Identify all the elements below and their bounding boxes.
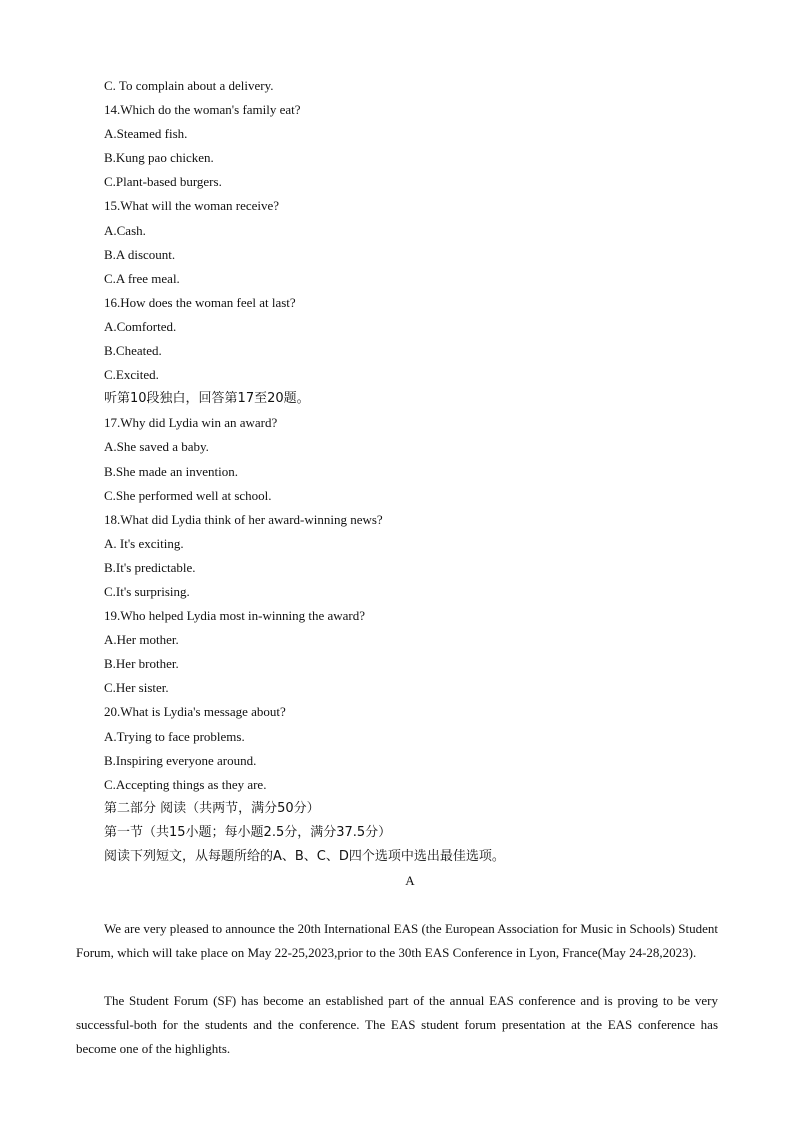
question-18: 18.What did Lydia think of her award-winning news? xyxy=(104,511,383,527)
option-15c: C.A free meal. xyxy=(104,270,180,286)
question-19: 19.Who helped Lydia most in-winning the award? xyxy=(104,608,366,624)
option-14a: A.Steamed fish. xyxy=(104,126,188,142)
question-17: 17.Why did Lydia win an award? xyxy=(104,415,278,431)
option-19c: C.Her sister. xyxy=(104,680,169,696)
question-20: 20.What is Lydia's message about? xyxy=(104,704,286,720)
option-17a: A.She saved a baby. xyxy=(104,439,209,455)
option-18c: C.It's surprising. xyxy=(104,583,190,599)
option-15a: A.Cash. xyxy=(104,222,146,238)
option-14c: C.Plant-based burgers. xyxy=(104,174,222,190)
passage-label: A xyxy=(405,873,415,889)
option-16b: B.Cheated. xyxy=(104,343,162,359)
option-18b: B.It's predictable. xyxy=(104,559,196,575)
option-20b: B.Inspiring everyone around. xyxy=(104,752,257,768)
option-16c: C.Excited. xyxy=(104,367,159,383)
option-20a: A.Trying to face problems. xyxy=(104,728,245,744)
option-14b: B.Kung pao chicken. xyxy=(104,150,214,166)
option-17b: B.She made an invention. xyxy=(104,463,238,479)
question-16: 16.How does the woman feel at last? xyxy=(104,294,296,310)
section-instruction-monologue-10: 听第10段独白，回答第17至20题。 xyxy=(104,391,310,407)
option-17c: C.She performed well at school. xyxy=(104,487,272,503)
option-19a: A.Her mother. xyxy=(104,632,179,648)
option-15b: B.A discount. xyxy=(104,246,176,262)
question-15: 15.What will the woman receive? xyxy=(104,198,280,214)
question-14: 14.Which do the woman's family eat? xyxy=(104,102,301,118)
option-19b: B.Her brother. xyxy=(104,656,179,672)
part-two-heading: 第二部分 阅读（共两节，满分50分） xyxy=(104,800,320,816)
option-13c: C. To complain about a delivery. xyxy=(104,78,274,93)
option-16a: A.Comforted. xyxy=(104,318,177,334)
reading-instruction: 阅读下列短文，从每题所给的A、B、C、D四个选项中选出最佳选项。 xyxy=(104,849,505,864)
option-20c: C.Accepting things as they are. xyxy=(104,776,267,792)
passage-paragraph-1: We are very pleased to announce the 20th International EAS (the European Association for Music in Schools) Student Forum, which will take place on May 22-25,2023,prior to the 30th EAS Conference in Lyon, France(May 24-28,2023). xyxy=(76,921,718,961)
question-list xyxy=(104,74,744,893)
option-18a: A. It's exciting. xyxy=(104,535,184,551)
section-one-heading: 第一节（共15小题；每小题2.5分，满分37.5分） xyxy=(104,824,392,840)
passage-paragraph-2: The Student Forum (SF) has become an established part of the annual EAS conference and is proving to be very successful-both for the students and the conference. The EAS student forum presentation at the EAS conference has become one of the highlights. xyxy=(76,993,718,1057)
